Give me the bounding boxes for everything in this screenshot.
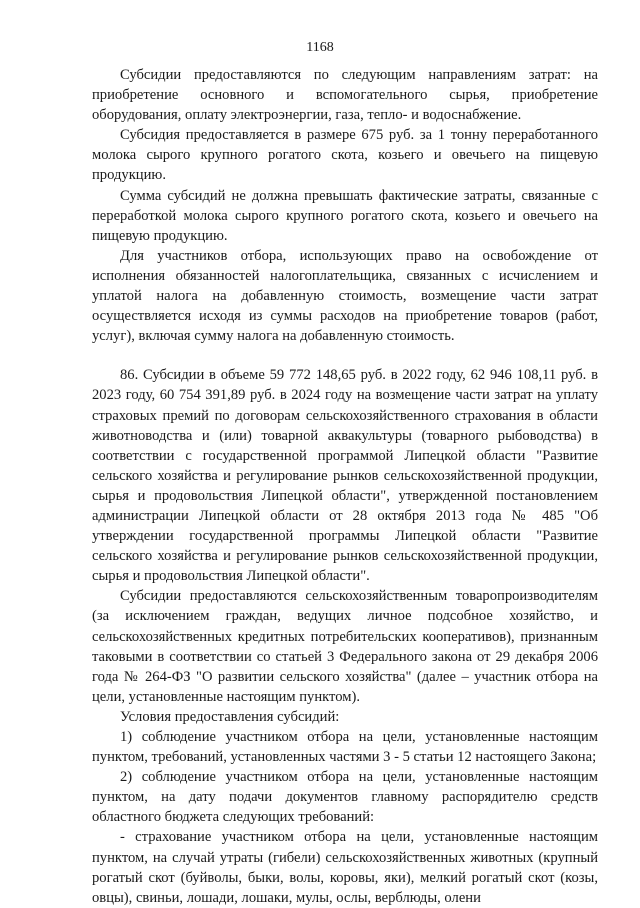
page-number: 1168 — [306, 40, 334, 55]
paragraph: Субсидия предоставляется в размере 675 руб. за 1 тонну переработанного молока сырого крупного рогатого скота, козьего и овечьего на пищевую продукцию. — [92, 127, 598, 184]
paragraph: 86. Субсидии в объеме 59 772 148,65 руб. в 2022 году, 62 946 108,11 руб. в 2023 году, 60 754 391,89 руб. в 2024 году на возмещение части затрат на уплату страховых премий по договорам сельскохозяйственного страхования в области животноводства и (или) товарной аквакультуры (товарного рыбоводства) в соответствии с государственной программой Липецкой области "Развитие сельского хозяйства и регулирование рынков сельскохозяйственной продукции, сырья и продовольствия Липецкой области", утвержденной постановлением администрации Липецкой области от 28 октября 2013 года № 485 "Об утверждении государственной программы Липецкой области "Развитие сельского хозяйства и регулирование рынков сельскохозяйственной продукции, сырья и продовольствия Липецкой области". — [92, 367, 598, 585]
document-body — [92, 65, 598, 908]
paragraph: Субсидии предоставляются сельскохозяйственным товаропроизводителям (за исключением граждан, ведущих личное подсобное хозяйство, и сельскохозяйственных кредитных потребительских кооперативов), признанным таковыми в соответствии со статьей 3 Федерального закона от 29 декабря 2006 года № 264-ФЗ "О развитии сельского хозяйства" (далее – участник отбора на цели, установленные настоящим пунктом). — [92, 588, 598, 705]
paragraph: 1) соблюдение участником отбора на цели, установленные настоящим пунктом, требований, установленных частями 3 - 5 статьи 12 настоящего Закона; — [92, 729, 598, 766]
paragraph: 2) соблюдение участником отбора на цели, установленные настоящим пунктом, на дату подачи документов главному распорядителю средств областного бюджета следующих требований: — [92, 769, 598, 826]
paragraph: Сумма субсидий не должна превышать фактические затраты, связанные с переработкой молока сырого крупного рогатого скота, козьего и овечьего на пищевую продукцию. — [92, 187, 598, 244]
paragraph: Для участников отбора, использующих право на освобождение от исполнения обязанностей налогоплательщика, связанных с исчислением и уплатой налога на добавленную стоимость, возмещение части затрат осуществляется исходя из суммы расходов на приобретение товаров (работ, услуг), включая сумму налога на добавленную стоимость. — [92, 247, 598, 345]
paragraph: - страхование участником отбора на цели, установленные настоящим пунктом, на случай утраты (гибели) сельскохозяйственных животных (крупный рогатый скот (буйволы, быки, волы, коровы, яки), мелкий рогатый скот (козы, овцы), свиньи, лошади, лошаки, мулы, ослы, верблюды, олени — [92, 829, 598, 906]
paragraph: Условия предоставления субсидий: — [120, 708, 340, 725]
paragraph: Субсидии предоставляются по следующим направлениям затрат: на приобретение основного и вспомогательного сырья, приобретение оборудования, оплату электроэнергии, газа, тепло- и водоснабжение. — [92, 67, 598, 124]
